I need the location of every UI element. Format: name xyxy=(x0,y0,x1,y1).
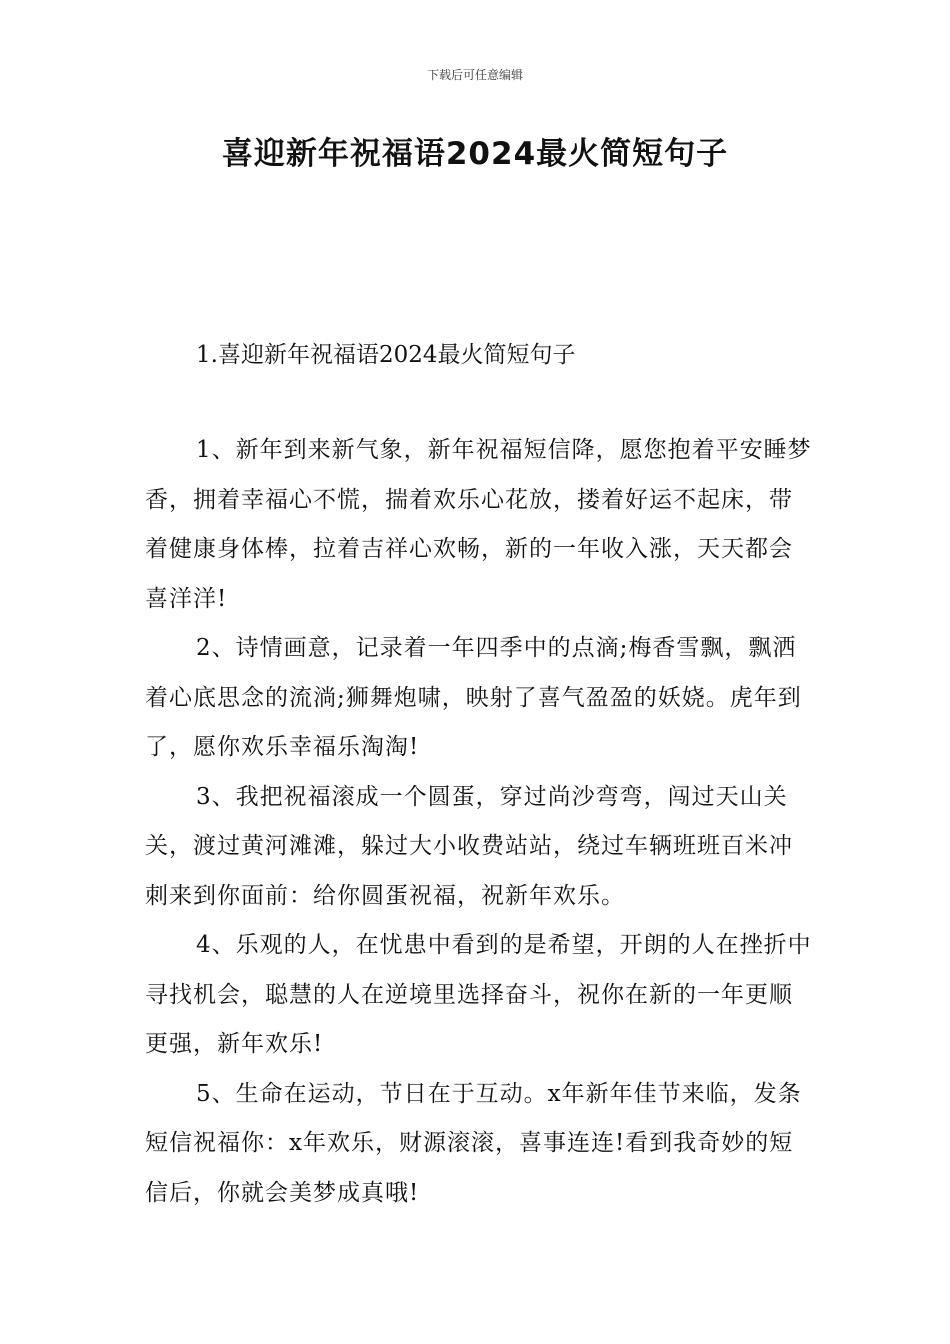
section-heading: 1.喜迎新年祝福语2024最火简短句子 xyxy=(196,342,576,368)
document-title: 喜迎新年祝福语2024最火简短句子 xyxy=(221,136,729,172)
body-text xyxy=(145,426,815,1218)
paragraph-2: 2、诗情画意，记录着一年四季中的点滴;梅香雪飘，飘洒着心底思念的流淌;狮舞炮啸，映射了喜气盈盈的妖娆。虎年到了，愿你欢乐幸福乐淘淘! xyxy=(145,635,802,760)
paragraph-5: 5、生命在运动，节日在于互动。x年新年佳节来临，发条短信祝福你：x年欢乐，财源滚滚，喜事连连!看到我奇妙的短信后，你就会美梦成真哦! xyxy=(145,1080,802,1206)
paragraph-4: 4、乐观的人，在忧患中看到的是希望，开朗的人在挫折中寻找机会，聪慧的人在逆境里选择奋斗，祝你在新的一年更顺更强，新年欢乐! xyxy=(145,932,812,1057)
header-note: 下载后可任意编辑 xyxy=(426,68,523,82)
paragraph-3: 3、我把祝福滚成一个圆蛋，穿过尚沙弯弯，闯过天山关关，渡过黄河滩滩，躲过大小收费站站，绕过车辆班班百米冲刺来到你面前：给你圆蛋祝福，祝新年欢乐。 xyxy=(145,783,793,909)
paragraph-1: 1、新年到来新气象，新年祝福短信降，愿您抱着平安睡梦香，拥着幸福心不慌，揣着欢乐心花放，搂着好运不起床，带着健康身体棒，拉着吉祥心欢畅，新的一年收入涨，天天都会喜洋洋! xyxy=(145,437,812,612)
